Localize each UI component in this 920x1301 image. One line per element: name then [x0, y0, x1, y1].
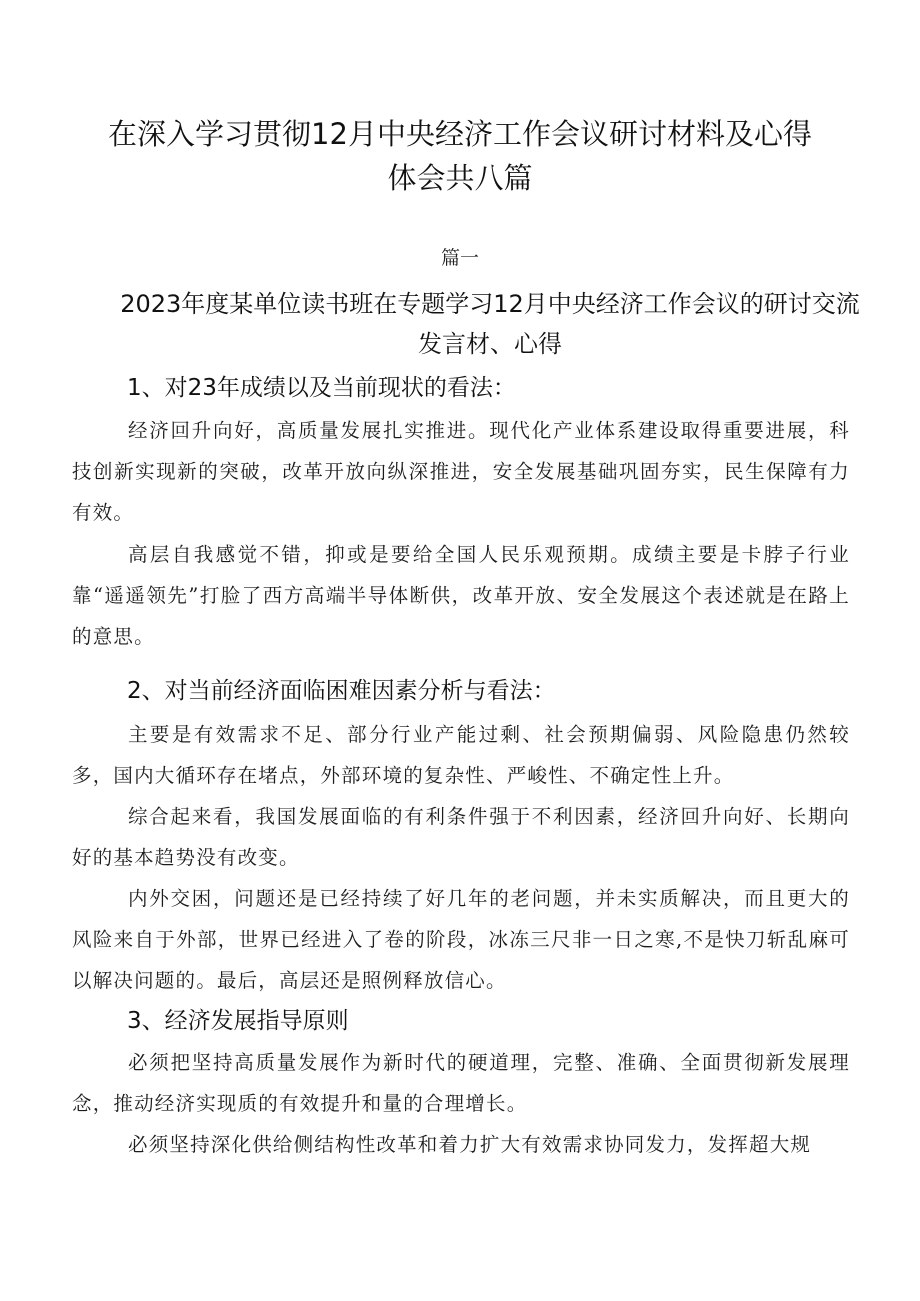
piece-label: 篇一	[440, 247, 479, 269]
paragraph: 经济回升向好，高质量发展扎实推进。现代化产业体系建设取得重要进展，科技创新实现新的突破，改革开放向纵深推进，安全发展基础巩固夯实，民生保障有力有效。	[72, 419, 850, 524]
paragraph: 内外交困，问题还是已经持续了好几年的老问题，并未实质解决，而且更大的风险来自于外部，世界已经进入了卷的阶段，冰冻三尺非一日之寒,不是快刀斩乱麻可以解决问题的。最后，高层还是照例释放信心。	[72, 887, 850, 992]
paragraph: 主要是有效需求不足、部分行业产能过剩、社会预期偏弱、风险隐患仍然较多，国内大循环存在堵点，外部环境的复杂性、严峻性、不确定性上升。	[72, 723, 850, 787]
paragraph: 必须坚持深化供给侧结构性改革和着力扩大有效需求协同发力，发挥超大规	[128, 1133, 812, 1156]
section-heading-1: 1、对23年成绩以及当前现状的看法：	[127, 375, 516, 401]
paragraph: 高层自我感觉不错，抑或是要给全国人民乐观预期。成绩主要是卡脖子行业靠“遥遥领先”打脸了西方高端半导体断供，改革开放、安全发展这个表述就是在路上的意思。	[72, 543, 850, 648]
section-heading-2: 2、对当前经济面临困难因素分析与看法：	[127, 678, 556, 704]
paragraph: 综合起来看，我国发展面临的有利条件强于不利因素，经济回升向好、长期向好的基本趋势没有改变。	[72, 805, 850, 869]
section-heading-3: 3、经济发展指导原则	[127, 1008, 349, 1034]
document-title: 在深入学习贯彻12月中央经济工作会议研讨材料及心得体会共八篇	[108, 117, 812, 195]
document-subtitle: 2023年度某单位读书班在专题学习12月中央经济工作会议的研讨交流发言材、心得	[120, 290, 860, 358]
paragraph: 必须把坚持高质量发展作为新时代的硬道理，完整、准确、全面贯彻新发展理念，推动经济实现质的有效提升和量的合理增长。	[72, 1051, 850, 1115]
